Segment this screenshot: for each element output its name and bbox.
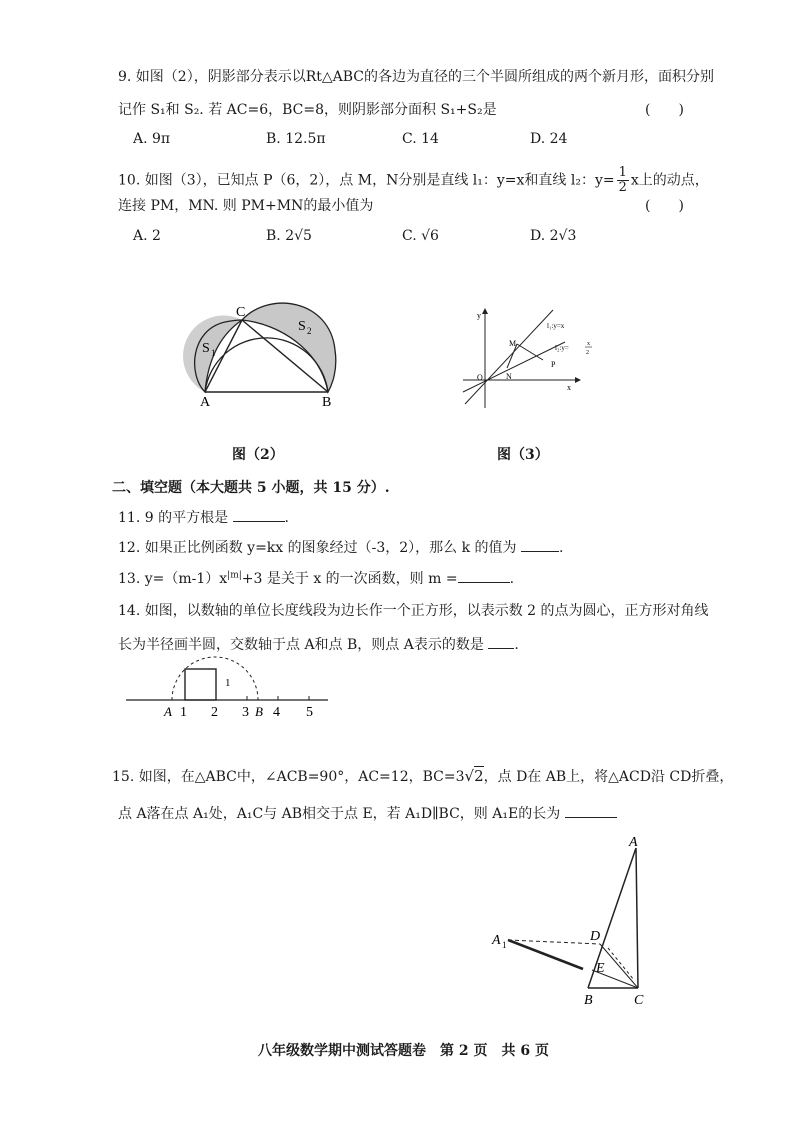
q14-number-line-figure — [122, 652, 332, 722]
fig3-label-p: P — [551, 360, 556, 369]
q10-line2: 连接 PM，MN. 则 PM+MN的最小值为 — [118, 198, 374, 214]
fig3-label-o: O — [477, 373, 483, 382]
q13-exponent: |m| — [227, 570, 242, 581]
q14-axis-label-a: A — [164, 704, 172, 719]
fig2-label-c: C — [236, 305, 246, 320]
q9-answer-paren: ( ) — [645, 102, 684, 118]
q15-label-c: C — [634, 993, 644, 1008]
fig3-label-l2: l₂:y= — [555, 344, 569, 352]
q15-line2 — [118, 803, 617, 823]
q14-axis-label-5: 5 — [306, 705, 313, 720]
q11-end: . — [284, 510, 289, 526]
q10-option-b: B. 2√5 — [266, 228, 312, 244]
q15-answer-blank[interactable] — [565, 803, 617, 818]
q13-text: 13. y=（m-1）x — [118, 571, 228, 587]
q10-frac-num: 1 — [618, 165, 627, 180]
q14-axis-label-4: 4 — [273, 705, 280, 720]
q14-answer-blank[interactable] — [488, 634, 514, 649]
figure-2-caption: 图（2） — [232, 447, 284, 463]
q14-axis-label-3: 3 — [242, 705, 249, 720]
q14-axis-label-1: 1 — [180, 705, 187, 720]
figure-3-caption: 图（3） — [497, 447, 549, 463]
q10-answer-paren: ( ) — [645, 198, 684, 214]
q15-fold-triangle-figure — [488, 836, 668, 1011]
q10-line1-start: 10. 如图（3），已知点 P（6，2），点 M，N分别是直线 l₁：y=x和直线 l₂：y= — [118, 172, 615, 189]
q9-line1: 9. 如图（2），阴影部分表示以Rt△ABC的各边为直径的三个半圆所组成的两个新月形，面积分别 — [118, 69, 715, 85]
fig2-label-b: B — [322, 395, 332, 410]
q13-end: . — [509, 571, 515, 587]
footer-title: 八年级数学期中测试答题卷 — [258, 1043, 426, 1059]
q12-end: . — [559, 540, 564, 556]
q9-line2: 记作 S₁和 S₂. 若 AC=6，BC=8，则阴影部分面积 S₁+S₂是 — [118, 102, 497, 118]
q10-line1 — [118, 166, 709, 195]
q15-label-d: D — [590, 929, 601, 944]
footer — [258, 1040, 549, 1060]
fig2-label-a: A — [200, 395, 211, 410]
q14-line2 — [118, 634, 519, 654]
q14-side-label: 1 — [225, 677, 231, 689]
q15-sqrt-radicand: 2 — [474, 767, 484, 785]
q11-answer-blank[interactable] — [233, 507, 285, 522]
fig3-label-l2-den: 2 — [586, 350, 589, 356]
q15-label-a1-sub: 1 — [502, 940, 507, 950]
q10-option-a: A. 2 — [133, 228, 161, 244]
fig2-label-s2: S — [298, 319, 306, 334]
fig3-label-n: N — [506, 372, 512, 381]
q13-text2: +3 是关于 x 的一次函数，则 m = — [241, 571, 458, 587]
q9-option-a: A. 9π — [133, 131, 171, 147]
fig3-label-x: x — [567, 383, 571, 392]
q14-line2-text: 长为半径画半圆，交数轴于点 A和点 B，则点 A表示的数是 — [118, 637, 484, 653]
q15-sqrt: √2 — [464, 767, 484, 785]
figure-3-coordinate-plane — [455, 300, 595, 410]
q10-line1-end: x上的动点， — [630, 172, 709, 189]
fig2-label-s1: S — [202, 341, 210, 356]
q9-option-b: B. 12.5π — [266, 131, 326, 147]
q15-label-e: E — [596, 961, 605, 976]
fig2-label-s2-sub: 2 — [307, 326, 312, 336]
q15-line1-end: ，点 D在 AB上，将△ACD沿 CD折叠， — [483, 769, 734, 785]
q13 — [118, 568, 514, 588]
q12-text: 12. 如果正比例函数 y=kx 的图象经过（-3，2），那么 k 的值为 — [118, 540, 517, 556]
q15-label-a: A — [629, 836, 638, 850]
q13-answer-blank[interactable] — [458, 568, 510, 583]
footer-total: 共 6 页 — [501, 1043, 549, 1059]
q14-axis-label-b: B — [255, 704, 263, 719]
q15-line1 — [112, 766, 733, 786]
fig3-label-l2-num: x — [587, 341, 590, 347]
q14-axis-label-2: 2 — [211, 705, 218, 720]
q12 — [118, 537, 563, 557]
fig3-label-y: y — [477, 311, 481, 320]
q11-text: 11. 9 的平方根是 — [118, 510, 229, 526]
q15-line2-text: 点 A落在点 A₁处，A₁C与 AB相交于点 E，若 A₁D∥BC，则 A₁E的长为 — [118, 806, 561, 822]
footer-page: 第 2 页 — [440, 1043, 488, 1059]
fig3-label-l1: l₁:y=x — [547, 322, 565, 330]
q11 — [118, 507, 289, 527]
q9-option-d: D. 24 — [530, 131, 568, 147]
q10-fraction — [617, 166, 629, 195]
q10-frac-den: 2 — [618, 180, 627, 195]
q14-end: . — [514, 637, 519, 653]
q10-option-d: D. 2√3 — [530, 228, 577, 244]
q15-line1-start: 15. 如图，在△ABC中，∠ACB=90°，AC=12，BC=3 — [112, 769, 465, 785]
figure-2-lunes — [180, 290, 350, 415]
fig3-label-m: M — [509, 339, 517, 348]
q14-line1: 14. 如图，以数轴的单位长度线段为边长作一个正方形，以表示数 2 的点为圆心，正方形对角线 — [118, 603, 709, 619]
q12-answer-blank[interactable] — [521, 537, 559, 552]
fig2-label-s1-sub: 1 — [211, 348, 216, 358]
section-2-title: 二、填空题（本大题共 5 小题，共 15 分）. — [112, 480, 390, 496]
q15-label-b: B — [584, 993, 593, 1008]
q15-label-a1: A — [492, 933, 501, 948]
q10-option-c: C. √6 — [402, 228, 439, 244]
q9-option-c: C. 14 — [402, 131, 439, 147]
